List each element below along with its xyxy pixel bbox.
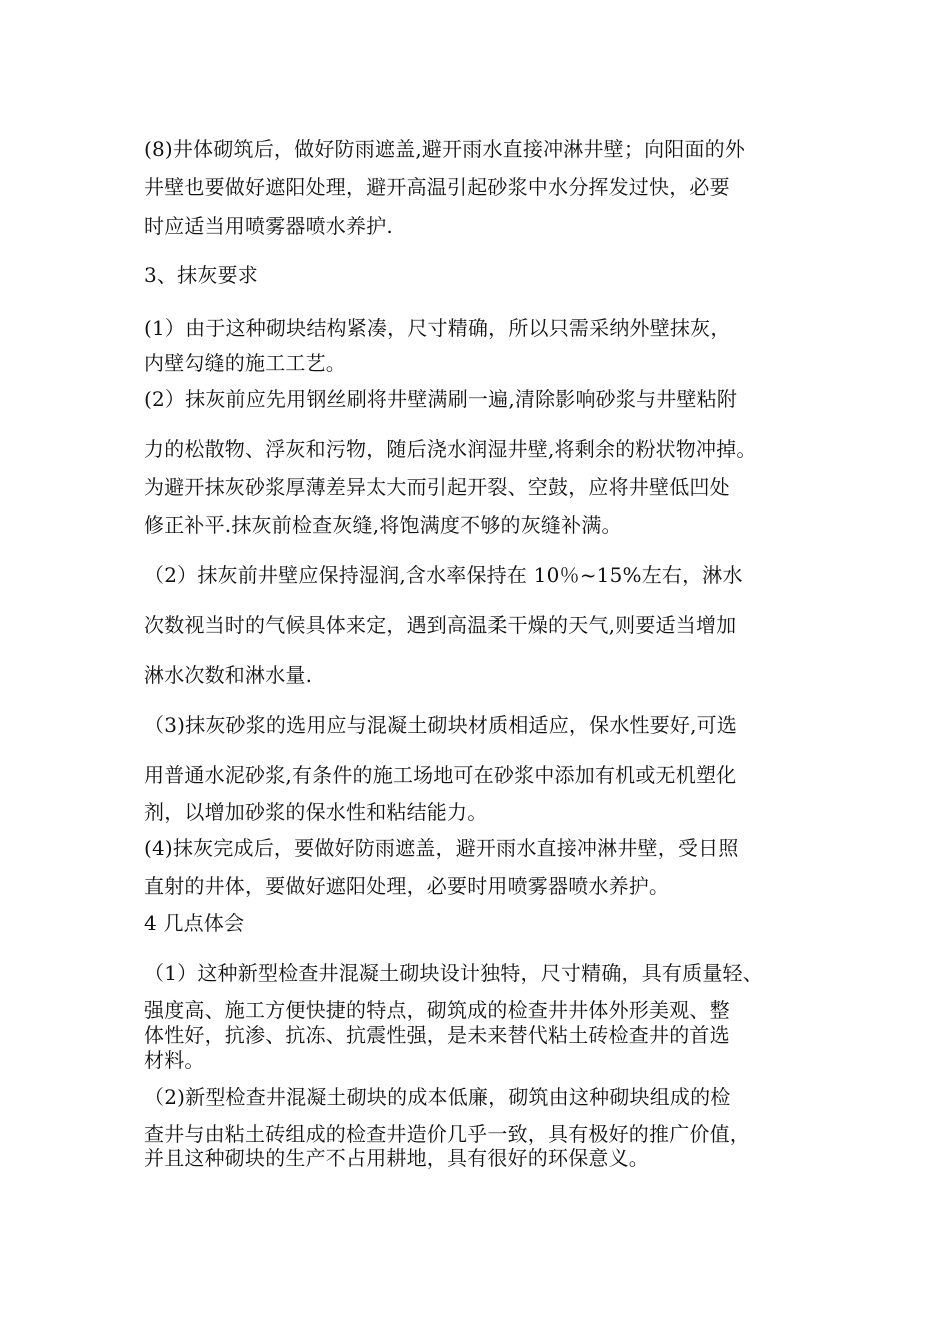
text-line: 查井与由粘土砖组成的检查井造价几乎一致，具有极好的推广价值，	[144, 1122, 750, 1146]
text-line: 为避开抹灰砂浆厚薄差异太大而引起开裂、空鼓，应将井壁低凹处	[144, 475, 730, 499]
text-line: (1）由于这种砌块结构紧凑，尺寸精确，所以只需采纳外壁抹灰，	[144, 316, 731, 340]
text-line: (8)井体砌筑后，做好防雨遮盖,避开雨水直接冲淋井壁；向阳面的外	[144, 137, 746, 161]
text-line: 内壁勾缝的施工工艺。	[144, 351, 346, 375]
text-line: 次数视当时的气候具体来定，遇到高温柔干燥的天气,则要适当增加	[144, 613, 737, 637]
text-line: （2)新型检查井混凝土砌块的成本低廉，砌筑由这种砌块组成的检	[144, 1085, 731, 1109]
text-line: 剂，以增加砂浆的保水性和粘结能力。	[144, 800, 488, 824]
text-line: 强度高、施工方便快捷的特点，砌筑成的检查井井体外形美观、整	[144, 998, 730, 1022]
text-line: (2）抹灰前应先用钢丝刷将井壁满刷一遍,清除影响砂浆与井壁粘附	[144, 387, 738, 411]
text-line: 体性好，抗渗、抗冻、抗震性强，是未来替代粘土砖检查井的首选	[144, 1023, 730, 1047]
section-heading: 3、抹灰要求	[144, 263, 258, 287]
section-heading: 4 几点体会	[144, 911, 245, 935]
text-line: 淋水次数和淋水量.	[144, 663, 313, 687]
text-line: （2）抹灰前井壁应保持湿润,含水率保持在 10％~15%左右，淋水	[144, 563, 743, 587]
text-line: 时应适当用喷雾器喷水养护.	[144, 214, 393, 238]
text-line: 并且这种砌块的生产不占用耕地，具有很好的环保意义。	[144, 1146, 649, 1170]
text-line: （3)抹灰砂浆的选用应与混凝土砌块材质相适应，保水性要好,可选	[144, 713, 738, 737]
text-line: 材料。	[144, 1048, 205, 1072]
text-line: 力的松散物、浮灰和污物，随后浇水润湿井壁,将剩余的粉状物冲掉。	[144, 437, 757, 461]
text-line: 修正补平.抹灰前检查灰缝,将饱满度不够的灰缝补满。	[144, 513, 622, 537]
text-line: 井壁也要做好遮阳处理，避开高温引起砂浆中水分挥发过快，必要	[144, 175, 730, 199]
text-line: 直射的井体，要做好遮阳处理，必要时用喷雾器喷水养护。	[144, 874, 670, 898]
text-line: （1）这种新型检查井混凝土砌块设计独特，尺寸精确，具有质量轻、	[144, 961, 763, 985]
text-line: 用普通水泥砂浆,有条件的施工场地可在砂浆中添加有机或无机塑化	[144, 763, 737, 787]
text-line: (4)抹灰完成后，要做好防雨遮盖，避开雨水直接冲淋井壁，受日照	[144, 836, 739, 860]
